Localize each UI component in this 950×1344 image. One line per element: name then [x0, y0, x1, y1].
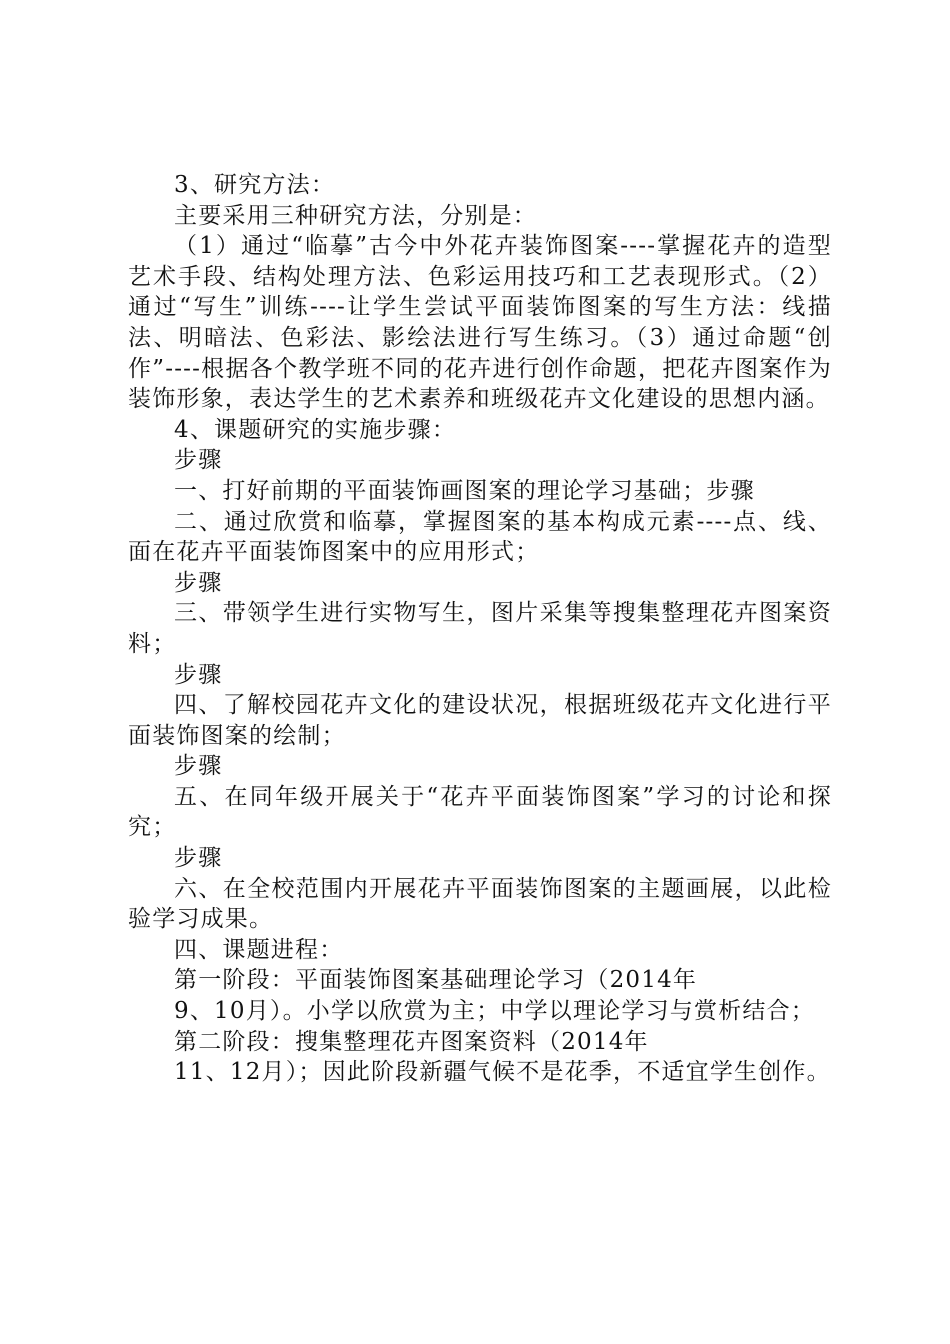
heading-implementation-steps: 4、课题研究的实施步骤：: [174, 416, 457, 443]
step-label: 步骤: [174, 569, 223, 596]
step-label: 步骤: [174, 447, 223, 474]
heading-project-schedule: 四、课题进程：: [174, 936, 344, 963]
step-one: 一、打好前期的平面装饰画图案的理论学习基础；步骤: [174, 477, 755, 504]
phase-one: 第一阶段：平面装饰图案基础理论学习（2014年: [174, 967, 698, 994]
paragraph-methods-intro: 主要采用三种研究方法，分别是：: [174, 202, 537, 229]
document-body: [128, 170, 832, 1088]
step-label: 步骤: [174, 845, 223, 872]
step-label: 步骤: [174, 753, 223, 780]
phase-two: 第二阶段：搜集整理花卉图案资料（2014年: [174, 1028, 649, 1055]
step-six: 六、在全校范围内开展花卉平面装饰图案的主题画展，以此检验学习成果。: [128, 875, 832, 933]
paragraph-methods-detail: （1）通过“临摹”古今中外花卉装饰图案----掌握花卉的造型艺术手段、结构处理方法、色彩运用技巧和工艺表现形式。（2）通过“写生”训练----让学生尝试平面装饰图案的写生方法：线描法、明暗法、色彩法、影绘法进行写生练习。（3）通过命题“创作”----根据各个教学班不同的花卉进行创作命题，把花卉图案作为装饰形象，表达学生的艺术素养和班级花卉文化建设的思想内涵。: [128, 233, 832, 413]
step-label: 步骤: [174, 661, 223, 688]
step-four: 四、了解校园花卉文化的建设状况，根据班级花卉文化进行平面装饰图案的绘制；: [128, 692, 832, 749]
step-two: 二、通过欣赏和临摹，掌握图案的基本构成元素----点、线、面在花卉平面装饰图案中的应用形式；: [128, 508, 832, 566]
step-three: 三、带领学生进行实物写生，图片采集等搜集整理花卉图案资料；: [128, 600, 832, 657]
phase-two-detail: 11、12月）；因此阶段新疆气候不是花季，不适宜学生创作。: [174, 1059, 831, 1086]
phase-one-detail: 9、10月）。小学以欣赏为主；中学以理论学习与赏析结合；: [174, 998, 815, 1025]
heading-research-methods: 3、研究方法：: [174, 172, 336, 198]
step-five: 五、在同年级开展关于“花卉平面装饰图案”学习的讨论和探究；: [128, 783, 832, 841]
